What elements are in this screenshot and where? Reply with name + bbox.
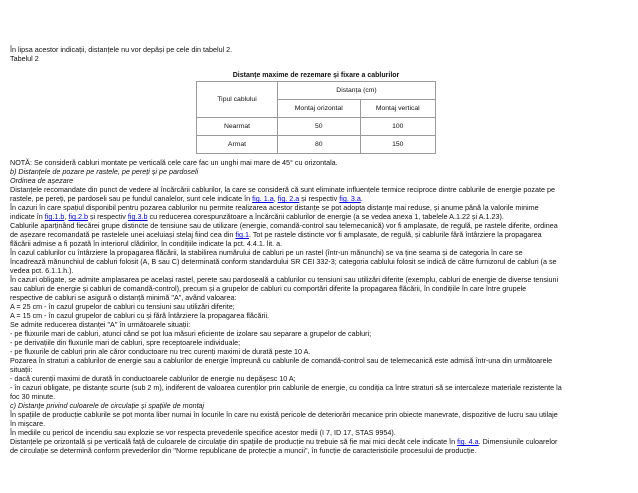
header-horizontal: Montaj orizontal [278, 100, 361, 118]
link-fig-3b[interactable]: fig.3.b [127, 212, 148, 221]
table-caption: Distanțe maxime de rezemare și fixare a cablurilor [232, 72, 400, 79]
link-fig-1[interactable]: fig.1 [235, 230, 249, 239]
cell-horizontal: 80 [278, 136, 361, 154]
section-c-heading: c) Distanțe privind culoarele de circulație și spațiile de montaj [10, 401, 205, 410]
paragraph-line: de așezare recomandată pe rastelele unei aceluiași stelaj fiind cea din fig.1. Tot pe rastele distincte vor fi amplasate, de regulă, și cablurile fără întârziere la propagarea [10, 230, 542, 239]
paragraph-line: În cazuri obligate, se admite amplasarea pe același rastel, perete sau pardoseală a cablurilor cu tensiuni sau utilizări diferite (exemplu, cabluri de energie de diverse tensiuni [10, 275, 559, 284]
intro-line: În lipsa acestor indicații, distanțele nu vor depăși pe cele din tabelul 2. [10, 45, 233, 54]
subheading-order: Ordinea de așezare [10, 176, 74, 185]
paragraph-line: în mișcare. [10, 419, 46, 428]
list-item: - în cazuri obligate, pe distanțe scurte (sub 2 m), indiferent de valoarea curenților prin cablurile de energie, cu condiția ca între straturi să se intercaleze materiale rezistente la [10, 383, 562, 392]
table-row [197, 118, 436, 136]
paragraph-line: sau cabluri de energie și cabluri de comandă-control), precum și a grupelor de cabluri cu comportări diferite la propagarea flăcării, în condițiile în care între grupele [10, 284, 527, 293]
paragraph-line: A = 25 cm - în cazul grupelor de cabluri cu tensiuni sau utilizări diferite; [10, 302, 235, 311]
paragraph-line: A = 15 cm - în cazul grupelor de cabluri cu și fără întârziere la propagarea flăcării. [10, 311, 270, 320]
header-vertical: Montaj vertical [360, 100, 436, 118]
table-label: Tabelul 2 [10, 54, 39, 63]
cell-vertical: 150 [360, 136, 436, 154]
paragraph-line: Cablurile aparținând fiecărei grupe distincte de tensiune sau de utilizare (energie, comandă-control sau telemecanică) vor fi amplasate, de regulă, pe rastele diferite, ordinea [10, 221, 558, 230]
section-b-heading: b) Distanțele de pozare pe rastele, pe pereți și pe pardoseli [10, 167, 199, 176]
table-row [197, 136, 436, 154]
link-fig-4a[interactable]: fig. 4.a [457, 437, 479, 446]
list-item: - pe fluxurile mari de cabluri, atunci când se pot lua măsuri eficiente de izolare sau separare a grupelor de cabluri; [10, 329, 372, 338]
paragraph-line: În mediile cu pericol de incendiu sau explozie se vor respecta prevederile specifice acestor medii (I 7, ID 17, STAS 9954). [10, 428, 396, 437]
list-item: - dacă curenții maximi de durată în conductoarele cablurilor de energie nu depășesc 10 A; [10, 374, 296, 383]
cell-vertical: 100 [360, 118, 436, 136]
paragraph-line: rastele, pe pereți, pe pardoseli sau pe fundul canalelor, sunt cele indicate în fig. 1.a, fig. 2.a și respectiv fig. 3.a. [10, 194, 363, 203]
link-fig-2b[interactable]: fig.2.b [68, 212, 88, 221]
paragraph-line: vedea pct. 6.1.1.h.). [10, 266, 74, 275]
list-item: - pe derivațiile din fluxurile mari de cabluri, spre receptoarele individuale; [10, 338, 241, 347]
paragraph-line: În cazul cablurilor cu întârziere la propagarea flăcării, la stabilirea numărului de cabluri pe un rastel (într-un mănunchi) se va ține seama și de categoria în care se [10, 248, 523, 257]
paragraph-line: situații: [10, 365, 33, 374]
cell-type: Armat [197, 136, 278, 154]
link-fig-3a[interactable]: fig. 3.a [339, 194, 361, 203]
list-item: - pe fluxurile de cabluri prin ale căror conductoare nu trec curenți maximi de durată peste 10 A. [10, 347, 311, 356]
paragraph-line: foc 30 minute. [10, 392, 56, 401]
paragraph-line: flăcării admise a fi pozată în interiorul clădirilor, în condițiile indicate la pct. 4.4.1. lit. a. [10, 239, 283, 248]
paragraph-line: indicate în fig.1.b, fig.2.b și respectiv fig.3.b cu reducerea corespunzătoare a încărcării cablurilor de energie (a se vedea anexa 1, tabelele A.1.22 și A.1.23). [10, 212, 504, 221]
link-fig-2a[interactable]: fig. 2.a [277, 194, 300, 203]
paragraph-line: de circulație se determină conform prevederilor din "Norme republicane de protecție a muncii", în funcție de caracteristicile procesului de producție. [10, 446, 477, 455]
link-fig-1b[interactable]: fig.1.b [44, 212, 65, 221]
paragraph-line: Se admite reducerea distanței "A" în următoarele situații: [10, 320, 191, 329]
paragraph-line: Distanțele recomandate din punct de vedere al încărcării cablurilor, la care se consideră că sunt eliminate influențele termice reciproce dintre cablurile de energie pozate pe [10, 185, 555, 194]
note: NOTĂ: Se consideră cabluri montate pe verticală cele care fac un unghi mai mare de 45° cu orizontala. [10, 158, 338, 167]
paragraph-line: În cazuri în care spațiul disponibil pentru pozarea cablurilor nu permite realizarea acestor distanțe se pot adopta distanțe mai reduse, și anume până la valorile minime [10, 203, 539, 212]
cell-horizontal: 50 [278, 118, 361, 136]
paragraph-line: Pozarea în straturi a cablurilor de energie sau a cablurilor de energie împreună cu cablurile de comandă-control sau de telemecanică este admisă într-una din următoarele [10, 356, 553, 365]
paragraph-line: respective de cabluri se asigură o distanță minimă "A", având valoarea: [10, 293, 237, 302]
distances-table [196, 81, 436, 154]
header-distance: Distanța (cm) [278, 82, 436, 100]
paragraph-line: încadrează mănunchiul de cabluri folosit (A, B sau C) determinată conform standardului SR CEI 332-3; categoria cablului folosit se indică de către furnizorul de cabluri (a se [10, 257, 557, 266]
link-fig-1a[interactable]: fig. 1.a [252, 194, 274, 203]
cell-type: Nearmat [197, 118, 278, 136]
paragraph-line: Distanțele pe orizontală și pe verticală față de culoarele de circulație din spațiile de producție nu trebuie să fie mai mici decât cele indicate în fig. 4.a. Dimensiunile culoarelor [10, 437, 558, 446]
paragraph-line: În spațiile de producție cablurile se pot monta liber numai în locurile în care nu există pericole de deteriorări mecanice prin obiecte manevrate, dispozitive de lucru sau utilaje [10, 410, 558, 419]
header-cable-type: Tipul cablului [197, 82, 278, 118]
